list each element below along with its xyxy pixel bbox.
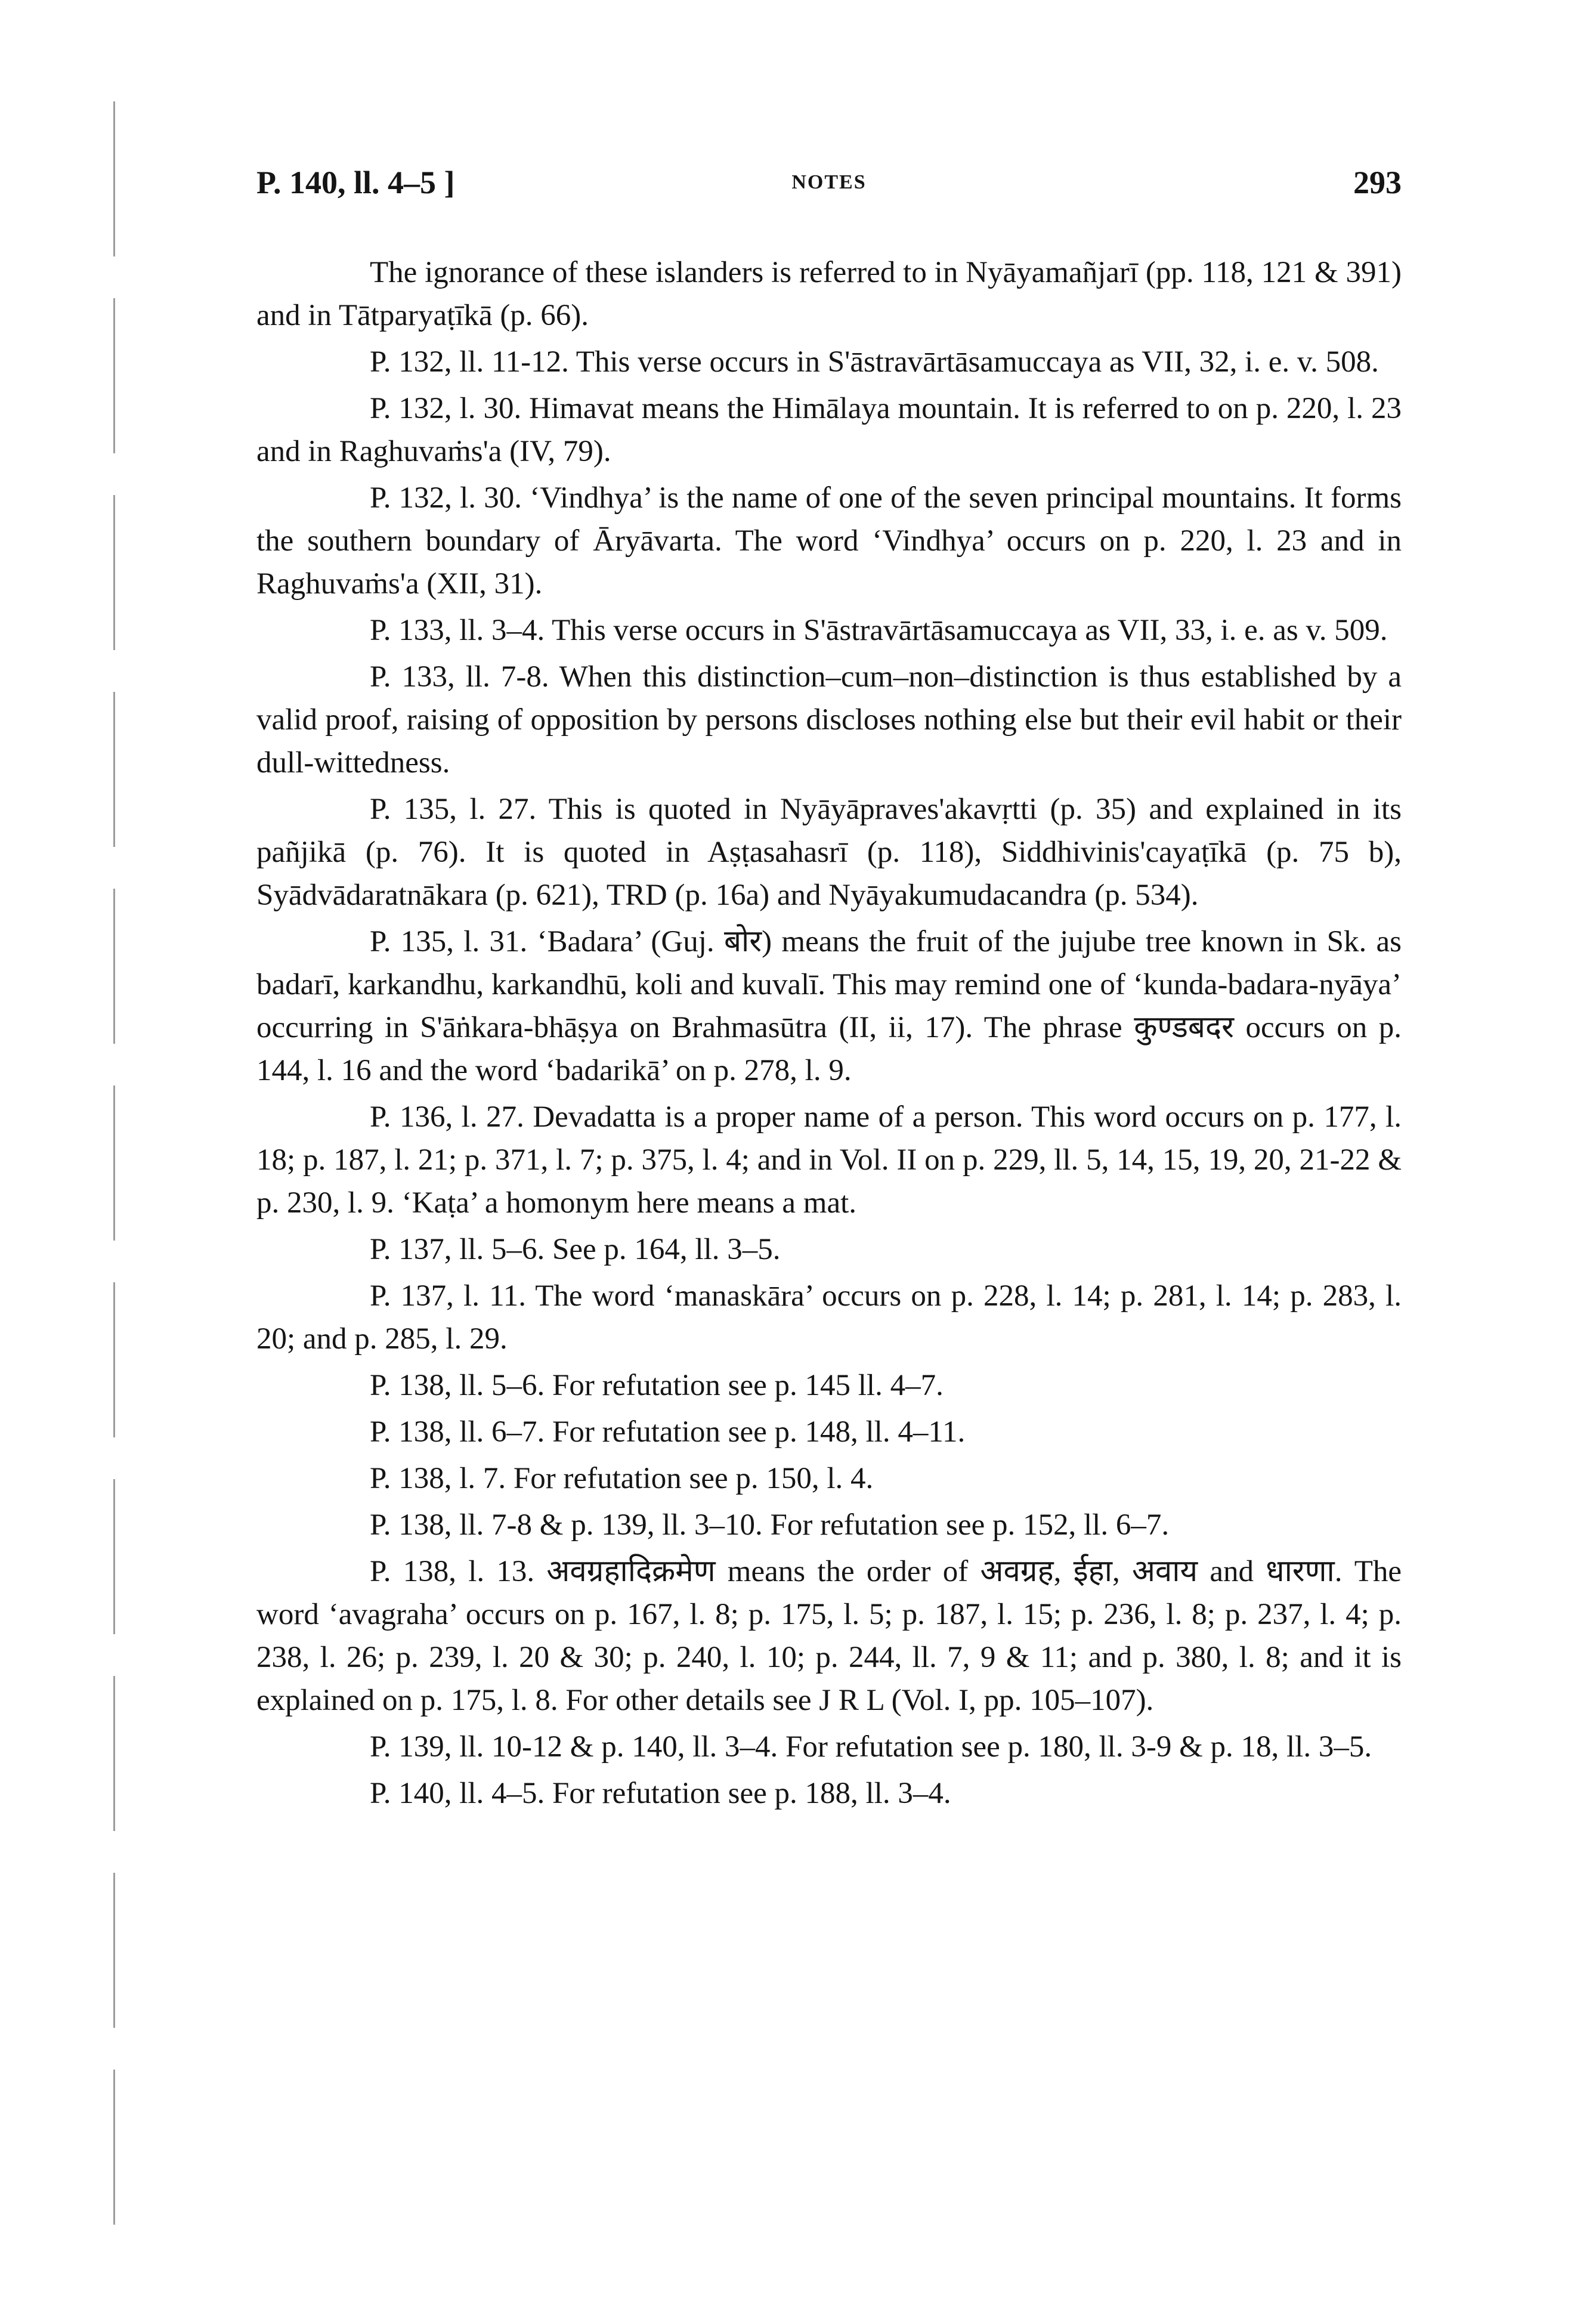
note-paragraph: P. 138, l. 7. For refutation see p. 150, l. 4. bbox=[370, 1462, 874, 1495]
note-paragraph: P. 140, ll. 4–5. For refutation see p. 188, ll. 3–4. bbox=[370, 1777, 951, 1810]
notes-body bbox=[256, 251, 1402, 1815]
note-paragraph: P. 135, l. 31. ‘Badara’ (Guj. बोर) means the fruit of the jujube tree known in Sk. as badarī, karkandhu, karkandhū, koli and kuvalī. This may remind one of ‘kunda-badara-nyāya’ occurring in S'āṅkara-bhāṣya on Brahmasūtra (II, ii, 17). The phrase कुण्डबदर occurs on p. 144, l. 16 and the word ‘badarikā’ on p. 278, l. 9. bbox=[256, 925, 1402, 1087]
note-paragraph: P. 132, l. 30. Himavat means the Himālaya mountain. It is referred to on p. 220, l. 23 and in Raghuvaṁs'a (IV, 79). bbox=[256, 392, 1402, 468]
binding-edge-line bbox=[113, 101, 115, 2225]
header-reference: P. 140, ll. 4–5 ] bbox=[256, 165, 455, 200]
note-paragraph: P. 138, ll. 7-8 & p. 139, ll. 3–10. For refutation see p. 152, ll. 6–7. bbox=[370, 1508, 1170, 1542]
note-paragraph: P. 139, ll. 10-12 & p. 140, ll. 3–4. For refutation see p. 180, ll. 3-9 & p. 18, ll. 3–5. bbox=[370, 1730, 1372, 1764]
note-paragraph: P. 137, l. 11. The word ‘manaskāra’ occurs on p. 228, l. 14; p. 281, l. 14; p. 283, l. 20; and p. 285, l. 29. bbox=[256, 1279, 1402, 1356]
note-paragraph: P. 138, ll. 5–6. For refutation see p. 145 ll. 4–7. bbox=[370, 1369, 944, 1402]
book-page bbox=[256, 164, 1402, 1818]
note-paragraph: P. 136, l. 27. Devadatta is a proper name of a person. This word occurs on p. 177, l. 18; p. 187, l. 21; p. 371, l. 7; p. 375, l. 4; and in Vol. II on p. 229, ll. 5, 14, 15, 19, 20, 21-22 & p. 230, l. 9. ‘Kaṭa’ a homonym here means a mat. bbox=[256, 1100, 1402, 1220]
page-number: 293 bbox=[1353, 165, 1402, 200]
note-paragraph: P. 138, l. 13. अवग्रहादिक्रमेण means the order of अवग्रह, ईहा, अवाय and धारणा. The word ‘avagraha’ occurs on p. 167, l. 8; p. 175, l. 5; p. 187, l. 15; p. 236, l. 8; p. 237, l. 4; p. 238, l. 26; p. 239, l. 20 & 30; p. 240, l. 10; p. 244, ll. 7, 9 & 11; and p. 380, l. 8; and it is explained on p. 175, l. 8. For other details see J R L (Vol. I, pp. 105–107). bbox=[256, 1555, 1402, 1717]
note-paragraph: P. 132, l. 30. ‘Vindhya’ is the name of one of the seven principal mountains. It forms the southern boundary of Āryāvarta. The word ‘Vindhya’ occurs on p. 220, l. 23 and in Raghuvaṁs'a (XII, 31). bbox=[256, 481, 1402, 601]
note-paragraph: The ignorance of these islanders is referred to in Nyāyamañjarī (pp. 118, 121 & 391) and in Tātparyaṭīkā (p. 66). bbox=[256, 256, 1402, 332]
note-paragraph: P. 132, ll. 11-12. This verse occurs in S'āstravārtāsamuccaya as VII, 32, i. e. v. 508. bbox=[370, 345, 1379, 379]
running-head bbox=[256, 164, 1402, 212]
note-paragraph: P. 133, ll. 3–4. This verse occurs in S'āstravārtāsamuccaya as VII, 33, i. e. as v. 509. bbox=[370, 614, 1388, 647]
header-title: NOTES bbox=[791, 171, 867, 193]
note-paragraph: P. 138, ll. 6–7. For refutation see p. 148, ll. 4–11. bbox=[370, 1415, 966, 1449]
note-paragraph: P. 137, ll. 5–6. See p. 164, ll. 3–5. bbox=[370, 1233, 781, 1266]
note-paragraph: P. 133, ll. 7-8. When this distinction–cum–non–distinction is thus established by a valid proof, raising of opposition by persons discloses nothing else but their evil habit or their dull-wittedness. bbox=[256, 660, 1402, 780]
note-paragraph: P. 135, l. 27. This is quoted in Nyāyāpraves'akavṛtti (p. 35) and explained in its pañjikā (p. 76). It is quoted in Aṣṭasahasrī (p. 118), Siddhivinis'cayaṭīkā (p. 75 b), Syādvādaratnākara (p. 621), TRD (p. 16a) and Nyāyakumudacandra (p. 534). bbox=[256, 793, 1402, 912]
